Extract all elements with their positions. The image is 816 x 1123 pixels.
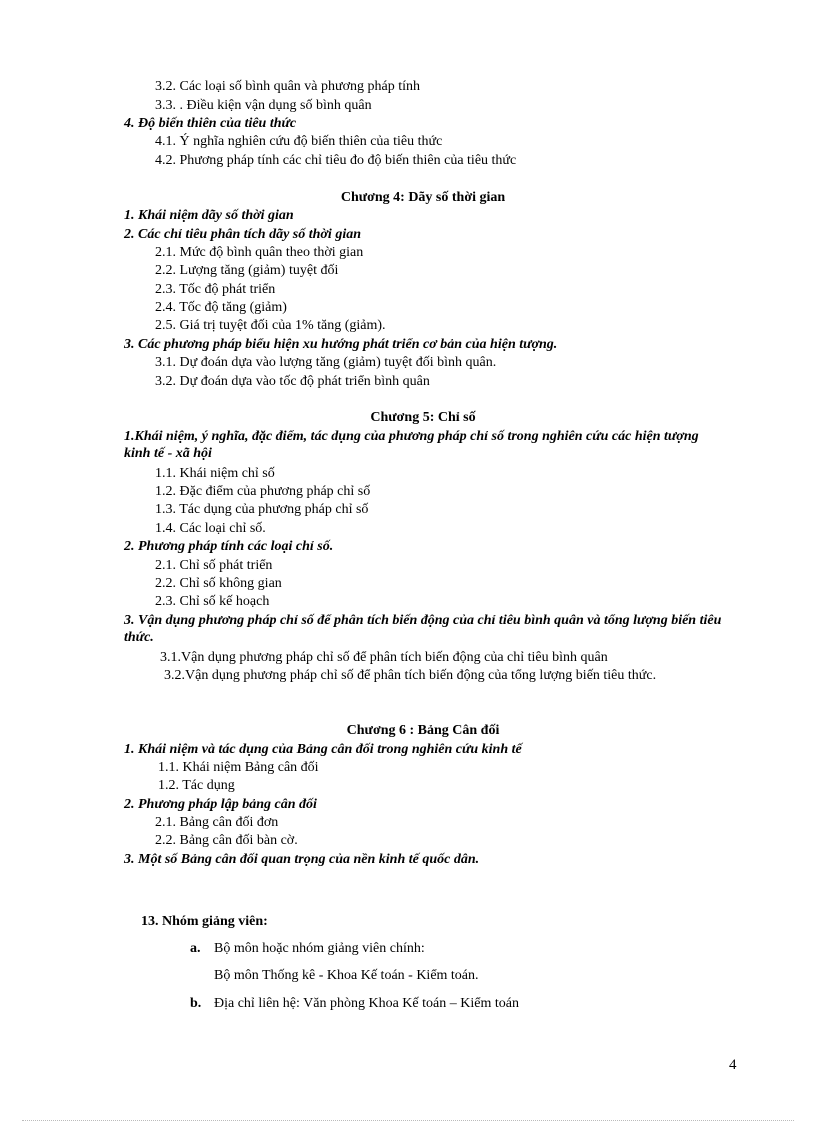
item-a-text-2: Bộ môn Thống kê - Khoa Kế toán - Kiểm toán. xyxy=(214,968,479,983)
chapter-5-title: Chương 5: Chỉ số xyxy=(370,410,476,425)
page-number: 4 xyxy=(729,1057,737,1073)
ch4-item: 2.4. Tốc độ tăng (giảm) xyxy=(155,300,287,315)
heading-4: 4. Độ biến thiên của tiêu thức xyxy=(124,116,297,131)
ch4-item: 3.2. Dự đoán dựa vào tốc độ phát triển bình quân xyxy=(155,374,430,389)
line-4-1: 4.1. Ý nghĩa nghiên cứu độ biến thiên của tiêu thức xyxy=(155,134,443,149)
ch5-item: 1.4. Các loại chỉ số. xyxy=(155,521,266,536)
ch6-heading-1: 1. Khái niệm và tác dụng của Bảng cân đối trong nghiên cứu kinh tế xyxy=(124,742,522,757)
ch4-heading-3: 3. Các phương pháp biểu hiện xu hướng phát triển cơ bản của hiện tượng. xyxy=(124,337,558,352)
ch4-item: 2.3. Tốc độ phát triển xyxy=(155,282,276,297)
chapter-4-title: Chương 4: Dãy số thời gian xyxy=(340,190,506,205)
ch5-item: 3.2.Vận dụng phương pháp chỉ số để phân tích biến động của tổng lượng biến tiêu thức. xyxy=(164,668,657,683)
ch4-item: 2.5. Giá trị tuyệt đối của 1% tăng (giảm). xyxy=(155,318,386,333)
chapter-6-title: Chương 6 : Bảng Cân đối xyxy=(346,723,500,738)
page-bottom-divider xyxy=(22,1120,794,1121)
ch5-item: 3.1.Vận dụng phương pháp chỉ số để phân tích biến động của chỉ tiêu bình quân xyxy=(160,650,608,665)
ch4-item: 2.1. Mức độ bình quân theo thời gian xyxy=(155,245,364,260)
ch5-item: 2.2. Chỉ số không gian xyxy=(155,576,282,591)
ch6-item: 1.2. Tác dụng xyxy=(158,778,235,793)
ch5-item: 2.3. Chỉ số kế hoạch xyxy=(155,594,270,609)
line-3-3: 3.3. . Điều kiện vận dụng số bình quân xyxy=(155,98,372,113)
ch4-item: 3.1. Dự đoán dựa vào lượng tăng (giảm) tuyệt đối bình quân. xyxy=(155,355,497,370)
ch5-heading-1: 1.Khái niệm, ý nghĩa, đặc điểm, tác dụng của phương pháp chỉ số trong nghiên cứu các hiện tượng kinh tế - xã hội xyxy=(124,429,699,461)
ch6-item: 2.2. Bảng cân đối bàn cờ. xyxy=(155,833,298,848)
ch5-item: 1.2. Đặc điểm của phương pháp chỉ số xyxy=(155,484,371,499)
item-b-label: b. xyxy=(190,996,202,1011)
ch4-heading-2: 2. Các chỉ tiêu phân tích dãy số thời gian xyxy=(124,227,361,242)
ch5-heading-3: 3. Vận dụng phương pháp chỉ số để phân tích biến động của chỉ tiêu bình quân và tổng lượng biến tiêu thức. xyxy=(124,613,722,645)
section-13-title: 13. Nhóm giảng viên: xyxy=(141,914,268,929)
ch6-heading-3: 3. Một số Bảng cân đối quan trọng của nền kinh tế quốc dân. xyxy=(124,852,480,867)
ch6-item: 2.1. Bảng cân đối đơn xyxy=(155,815,279,830)
item-a-label: a. xyxy=(190,941,201,956)
item-b-text: Địa chỉ liên hệ: Văn phòng Khoa Kế toán – Kiểm toán xyxy=(214,996,519,1011)
ch4-item: 2.2. Lượng tăng (giảm) tuyệt đối xyxy=(155,263,339,278)
item-a-text: Bộ môn hoặc nhóm giảng viên chính: xyxy=(214,941,425,956)
ch4-heading-1: 1. Khái niệm dãy số thời gian xyxy=(124,208,294,223)
ch5-item: 1.3. Tác dụng của phương pháp chỉ số xyxy=(155,502,369,517)
line-4-2: 4.2. Phương pháp tính các chỉ tiêu đo độ biến thiên của tiêu thức xyxy=(155,153,517,168)
ch5-item: 1.1. Khái niệm chỉ số xyxy=(155,466,275,481)
ch6-heading-2: 2. Phương pháp lập bảng cân đối xyxy=(124,797,317,812)
ch5-item: 2.1. Chỉ số phát triển xyxy=(155,558,273,573)
ch6-item: 1.1. Khái niệm Bảng cân đối xyxy=(158,760,319,775)
ch5-heading-2: 2. Phương pháp tính các loại chỉ số. xyxy=(124,539,334,554)
line-3-2: 3.2. Các loại số bình quân và phương pháp tính xyxy=(155,79,421,94)
